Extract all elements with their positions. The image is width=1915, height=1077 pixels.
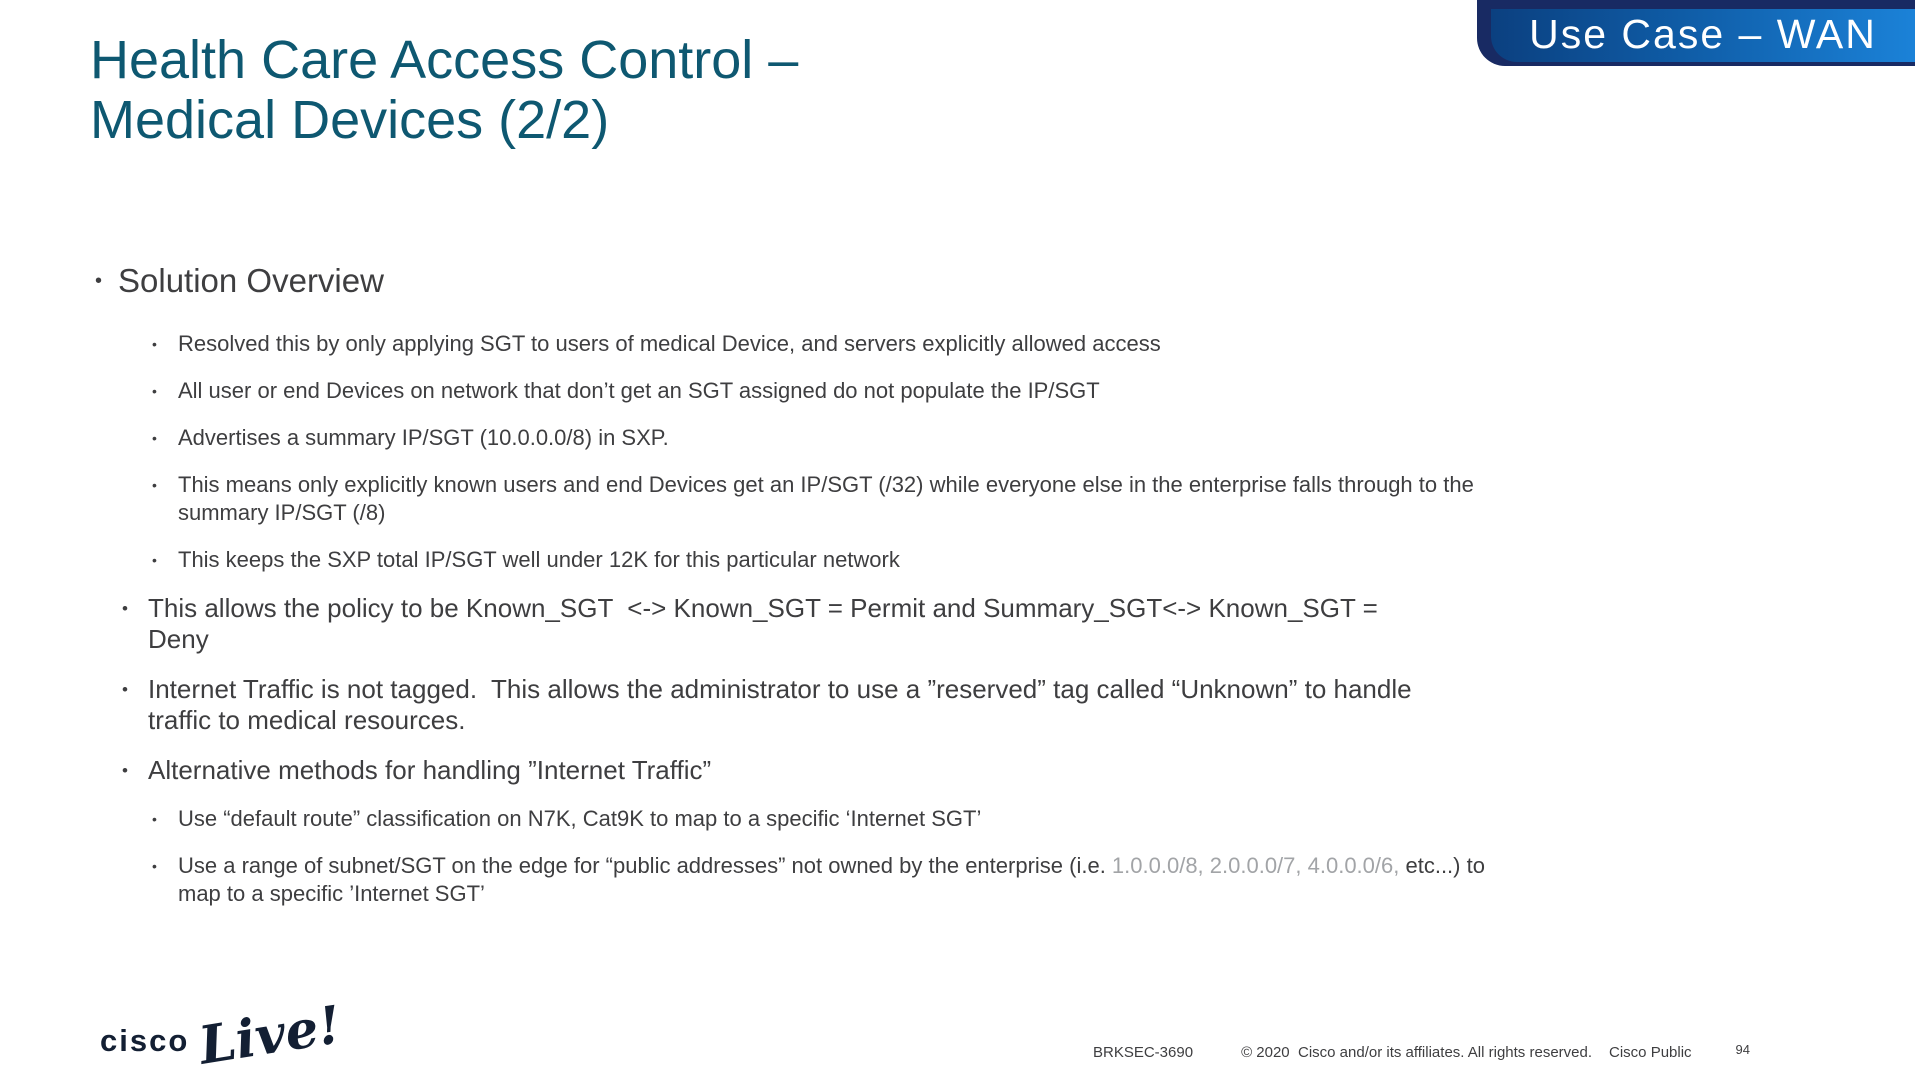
bullet-item bbox=[90, 471, 1530, 527]
bullet-text bbox=[148, 674, 1438, 736]
bullet-marker-icon: • bbox=[152, 383, 157, 399]
bullet-text-segment: Internet Traffic is not tagged. This allows the administrator to use a ”reserved” tag called “Unknown” to handle traffic to medical resources. bbox=[148, 674, 1419, 735]
bullet-item bbox=[90, 593, 1530, 655]
bullet-marker-icon: • bbox=[122, 599, 128, 618]
bullet-marker-icon: • bbox=[152, 552, 157, 568]
bullet-marker-icon: • bbox=[152, 477, 157, 493]
bullet-item bbox=[90, 755, 1530, 786]
bullet-text bbox=[178, 852, 1508, 908]
bullet-text bbox=[178, 377, 1100, 405]
bullet-text-segment: All user or end Devices on network that don’t get an SGT assigned do not populate the IP/SGT bbox=[178, 378, 1100, 403]
bullet-marker-icon: • bbox=[122, 761, 128, 780]
bullet-text bbox=[118, 262, 384, 300]
bullet-marker-icon: • bbox=[152, 858, 157, 874]
slide-title-line-1: Health Care Access Control – bbox=[90, 30, 799, 90]
bullet-item bbox=[90, 377, 1530, 405]
bullet-text-segment: This keeps the SXP total IP/SGT well under 12K for this particular network bbox=[178, 547, 900, 572]
bullet-marker-icon: • bbox=[152, 336, 157, 352]
cisco-live-logo bbox=[100, 994, 346, 1077]
bullet-item bbox=[90, 546, 1530, 574]
footer-session-id: BRKSEC-3690 bbox=[1093, 1044, 1194, 1061]
bullet-marker-icon: • bbox=[152, 430, 157, 446]
footer-copyright: © 2020 Cisco and/or its affiliates. All rights reserved. bbox=[1241, 1044, 1593, 1061]
slide-title bbox=[90, 30, 798, 150]
page-number: 94 bbox=[1735, 1042, 1751, 1057]
bullet-text bbox=[178, 330, 1161, 358]
cisco-live-script: Live! bbox=[195, 994, 346, 1077]
bullet-list bbox=[90, 262, 1530, 927]
bullet-text-segment: Alternative methods for handling ”Internet Traffic” bbox=[148, 755, 712, 785]
bullet-item bbox=[90, 805, 1530, 833]
use-case-badge bbox=[1491, 9, 1915, 62]
bullet-text-segment: Advertises a summary IP/SGT (10.0.0.0/8) in SXP. bbox=[178, 425, 669, 450]
bullet-marker-icon: • bbox=[122, 680, 128, 699]
bullet-text bbox=[178, 805, 981, 833]
footer-classification: Cisco Public bbox=[1609, 1044, 1692, 1061]
bullet-text-segment: This means only explicitly known users and end Devices get an IP/SGT (/32) while everyone else in the enterprise falls through to the summary IP/SGT (/8) bbox=[178, 472, 1480, 525]
bullet-marker-icon: • bbox=[152, 811, 157, 827]
bullet-item bbox=[90, 424, 1530, 452]
bullet-text bbox=[178, 424, 669, 452]
bullet-item bbox=[90, 262, 1530, 300]
bullet-item bbox=[90, 852, 1530, 908]
cisco-wordmark: cisco bbox=[100, 1023, 190, 1058]
footer bbox=[1093, 1044, 1750, 1061]
bullet-item bbox=[90, 330, 1530, 358]
bullet-text-muted-segment: 1.0.0.0/8, 2.0.0.0/7, 4.0.0.0/6, bbox=[1111, 853, 1400, 878]
bullet-marker-icon: • bbox=[95, 270, 103, 292]
slide-title-line-2: Medical Devices (2/2) bbox=[90, 90, 610, 150]
bullet-text bbox=[148, 755, 711, 786]
bullet-text-segment: Use a range of subnet/SGT on the edge for “public addresses” not owned by the enterprise (i.e. bbox=[178, 853, 1112, 878]
bullet-text bbox=[178, 546, 900, 574]
bullet-text-segment: Use “default route” classification on N7K, Cat9K to map to a specific ‘Internet SGT’ bbox=[178, 806, 982, 831]
bullet-text-segment: Resolved this by only applying SGT to users of medical Device, and servers explicitly allowed access bbox=[178, 331, 1161, 356]
bullet-text-segment: Solution Overview bbox=[118, 262, 384, 299]
bullet-text bbox=[178, 471, 1508, 527]
bullet-text bbox=[148, 593, 1438, 655]
bullet-text-segment: etc...) to map to a specific ’Internet SGT’ bbox=[178, 853, 1492, 906]
bullet-item bbox=[90, 674, 1530, 736]
bullet-text-segment: This allows the policy to be Known_SGT <-> Known_SGT = Permit and Summary_SGT<-> Known_SGT = Deny bbox=[148, 593, 1386, 654]
use-case-badge-label: Use Case – WAN bbox=[1529, 11, 1877, 57]
